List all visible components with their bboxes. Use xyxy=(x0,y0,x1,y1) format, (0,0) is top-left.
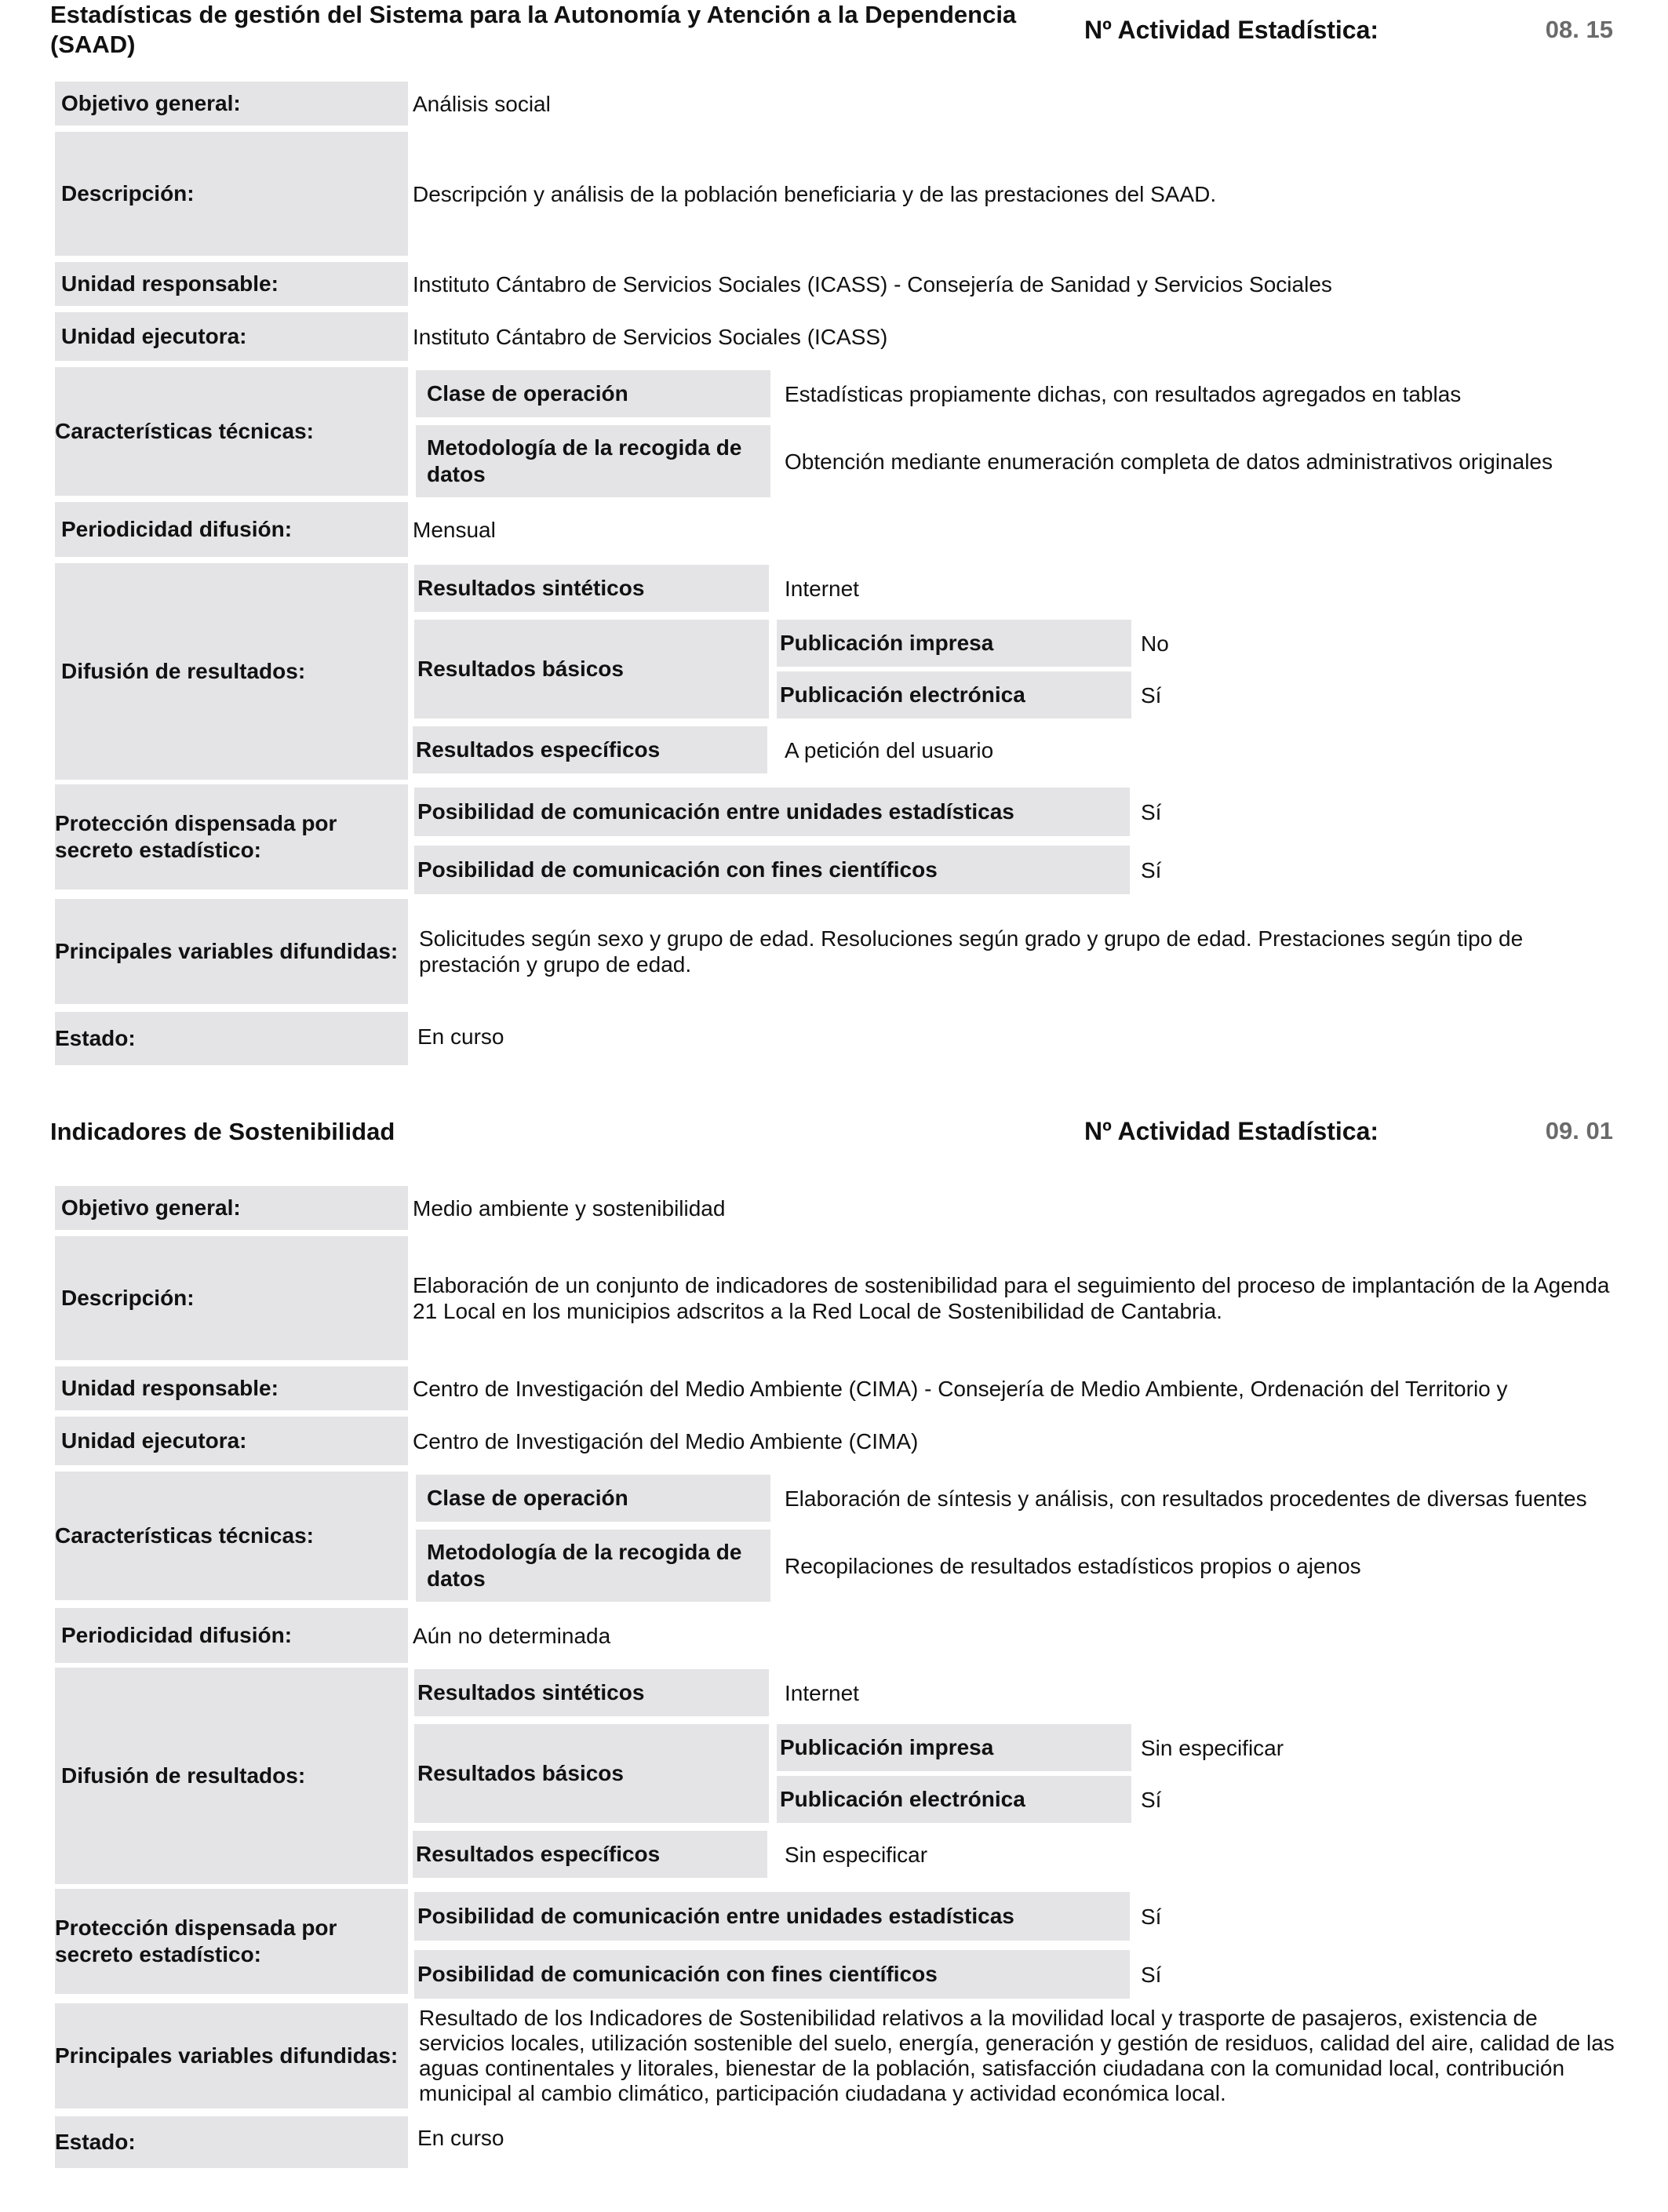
difusion-label: Difusión de resultados: xyxy=(55,563,408,780)
resultados-sinteticos-value: Internet xyxy=(785,576,859,601)
resultados-especificos-label: Resultados específicos xyxy=(413,726,767,773)
variables-value: Solicitudes según sexo y grupo de edad. Resoluciones según grado y grupo de edad. Prestaciones según tipo de prestación y grupo de edad. xyxy=(419,926,1524,977)
estado-value: En curso xyxy=(417,2125,504,2150)
descripcion-label: Descripción: xyxy=(55,1236,408,1360)
publicacion-electronica-value: Sí xyxy=(1141,682,1162,708)
metodologia-label: Metodología de la recogida de datos xyxy=(416,425,770,497)
publicacion-electronica-label: Publicación electrónica xyxy=(777,1776,1131,1823)
objetivo-label: Objetivo general: xyxy=(55,1186,408,1230)
variables-label: Principales variables difundidas: xyxy=(55,899,408,1004)
publicacion-impresa-value: Sin especificar xyxy=(1141,1735,1284,1760)
resultados-especificos-value: A petición del usuario xyxy=(785,737,994,762)
periodicidad-label: Periodicidad difusión: xyxy=(55,502,408,557)
proteccion-label-text: Protección dispensada por secreto estadístico: xyxy=(55,811,337,862)
proteccion-label xyxy=(55,1889,408,1994)
comunicacion-unidades-value: Sí xyxy=(1141,1904,1162,1929)
proteccion-label xyxy=(55,784,408,890)
block-title: Estadísticas de gestión del Sistema para la Autonomía y Atención a la Dependencia (SAAD) xyxy=(50,1,1017,58)
proteccion-label-text: Protección dispensada por secreto estadístico: xyxy=(55,1915,337,1966)
caracteristicas-label: Características técnicas: xyxy=(55,1472,408,1600)
objetivo-label: Objetivo general: xyxy=(55,82,408,126)
activity-number: 08. 15 xyxy=(1545,16,1613,43)
descripcion-value: Elaboración de un conjunto de indicadores de sostenibilidad para el seguimiento del proceso de implantación de la Agenda 21 Local en los municipios adscritos a la Red Local de Sostenibilidad de Cantabria. xyxy=(413,1273,1610,1323)
variables-value: Resultado de los Indicadores de Sostenibilidad relativos a la movilidad local y trasporte de pasajeros, existencia de servicios locales, utilización sostenible del suelo, energía, generación y gestión de residuos, calidad del aire, calidad de las aguas continentales y litorales, bienestar de la población, satisfacción ciudadana con la comunidad local, contribución municipal al cambio climático, participación ciudadana y actividad económica local. xyxy=(419,2006,1615,2105)
caracteristicas-label: Características técnicas: xyxy=(55,367,408,496)
descripcion-label: Descripción: xyxy=(55,132,408,256)
periodicidad-value: Mensual xyxy=(413,517,496,542)
periodicidad-label: Periodicidad difusión: xyxy=(55,1608,408,1663)
metodologia-value: Recopilaciones de resultados estadísticos propios o ajenos xyxy=(785,1553,1361,1578)
activity-number: 09. 01 xyxy=(1545,1117,1613,1144)
unidad-ejecutora-label: Unidad ejecutora: xyxy=(55,1417,408,1465)
unidad-ejecutora-value: Centro de Investigación del Medio Ambiente (CIMA) xyxy=(413,1428,919,1453)
comunicacion-cientificos-value: Sí xyxy=(1141,857,1162,882)
unidad-ejecutora-label: Unidad ejecutora: xyxy=(55,312,408,361)
estado-label: Estado: xyxy=(55,2116,408,2168)
descripcion-value: Descripción y análisis de la población beneficiaria y de las prestaciones del SAAD. xyxy=(413,181,1217,206)
resultados-basicos-label: Resultados básicos xyxy=(414,620,769,719)
comunicacion-cientificos-label: Posibilidad de comunicación con fines científicos xyxy=(414,846,1130,894)
estado-value: En curso xyxy=(417,1024,504,1049)
clase-operacion-label: Clase de operación xyxy=(416,370,770,417)
comunicacion-cientificos-label: Posibilidad de comunicación con fines científicos xyxy=(414,1950,1130,1999)
estado-label: Estado: xyxy=(55,1012,408,1065)
clase-operacion-value: Elaboración de síntesis y análisis, con resultados procedentes de diversas fuentes xyxy=(785,1486,1587,1511)
variables-label: Principales variables difundidas: xyxy=(55,2003,408,2108)
comunicacion-cientificos-value: Sí xyxy=(1141,1962,1162,1987)
comunicacion-unidades-label: Posibilidad de comunicación entre unidades estadísticas xyxy=(414,1892,1130,1941)
clase-operacion-value: Estadísticas propiamente dichas, con resultados agregados en tablas xyxy=(785,381,1462,406)
resultados-sinteticos-label: Resultados sintéticos xyxy=(414,565,769,612)
metodologia-label: Metodología de la recogida de datos xyxy=(416,1530,770,1602)
resultados-basicos-label: Resultados básicos xyxy=(414,1724,769,1823)
comunicacion-unidades-value: Sí xyxy=(1141,799,1162,824)
block-title: Indicadores de Sostenibilidad xyxy=(50,1118,395,1145)
unidad-responsable-label: Unidad responsable: xyxy=(55,1366,408,1410)
difusion-label: Difusión de resultados: xyxy=(55,1668,408,1884)
objetivo-value: Medio ambiente y sostenibilidad xyxy=(413,1195,726,1221)
resultados-especificos-label: Resultados específicos xyxy=(413,1831,767,1878)
comunicacion-unidades-label: Posibilidad de comunicación entre unidades estadísticas xyxy=(414,788,1130,836)
unidad-responsable-label: Unidad responsable: xyxy=(55,262,408,306)
publicacion-impresa-label: Publicación impresa xyxy=(777,620,1131,667)
unidad-ejecutora-value: Instituto Cántabro de Servicios Sociales (ICASS) xyxy=(413,324,888,349)
resultados-sinteticos-label: Resultados sintéticos xyxy=(414,1669,769,1716)
statistics-block-sostenibilidad xyxy=(0,1106,1668,2212)
activity-number-label: Nº Actividad Estadística: xyxy=(1084,1117,1379,1145)
unidad-responsable-value: Instituto Cántabro de Servicios Sociales (ICASS) - Consejería de Sanidad y Servicios Sociales xyxy=(413,271,1332,297)
unidad-responsable-value: Centro de Investigación del Medio Ambiente (CIMA) - Consejería de Medio Ambiente, Ordenación del Territorio y xyxy=(413,1376,1508,1401)
resultados-sinteticos-value: Internet xyxy=(785,1680,859,1705)
resultados-especificos-value: Sin especificar xyxy=(785,1842,928,1867)
activity-number-label: Nº Actividad Estadística: xyxy=(1084,16,1379,44)
publicacion-electronica-value: Sí xyxy=(1141,1787,1162,1812)
publicacion-impresa-label: Publicación impresa xyxy=(777,1724,1131,1771)
clase-operacion-label: Clase de operación xyxy=(416,1475,770,1522)
periodicidad-value: Aún no determinada xyxy=(413,1623,611,1648)
objetivo-value: Análisis social xyxy=(413,91,551,116)
metodologia-value: Obtención mediante enumeración completa de datos administrativos originales xyxy=(785,449,1553,474)
publicacion-impresa-value: No xyxy=(1141,631,1169,656)
publicacion-electronica-label: Publicación electrónica xyxy=(777,671,1131,719)
